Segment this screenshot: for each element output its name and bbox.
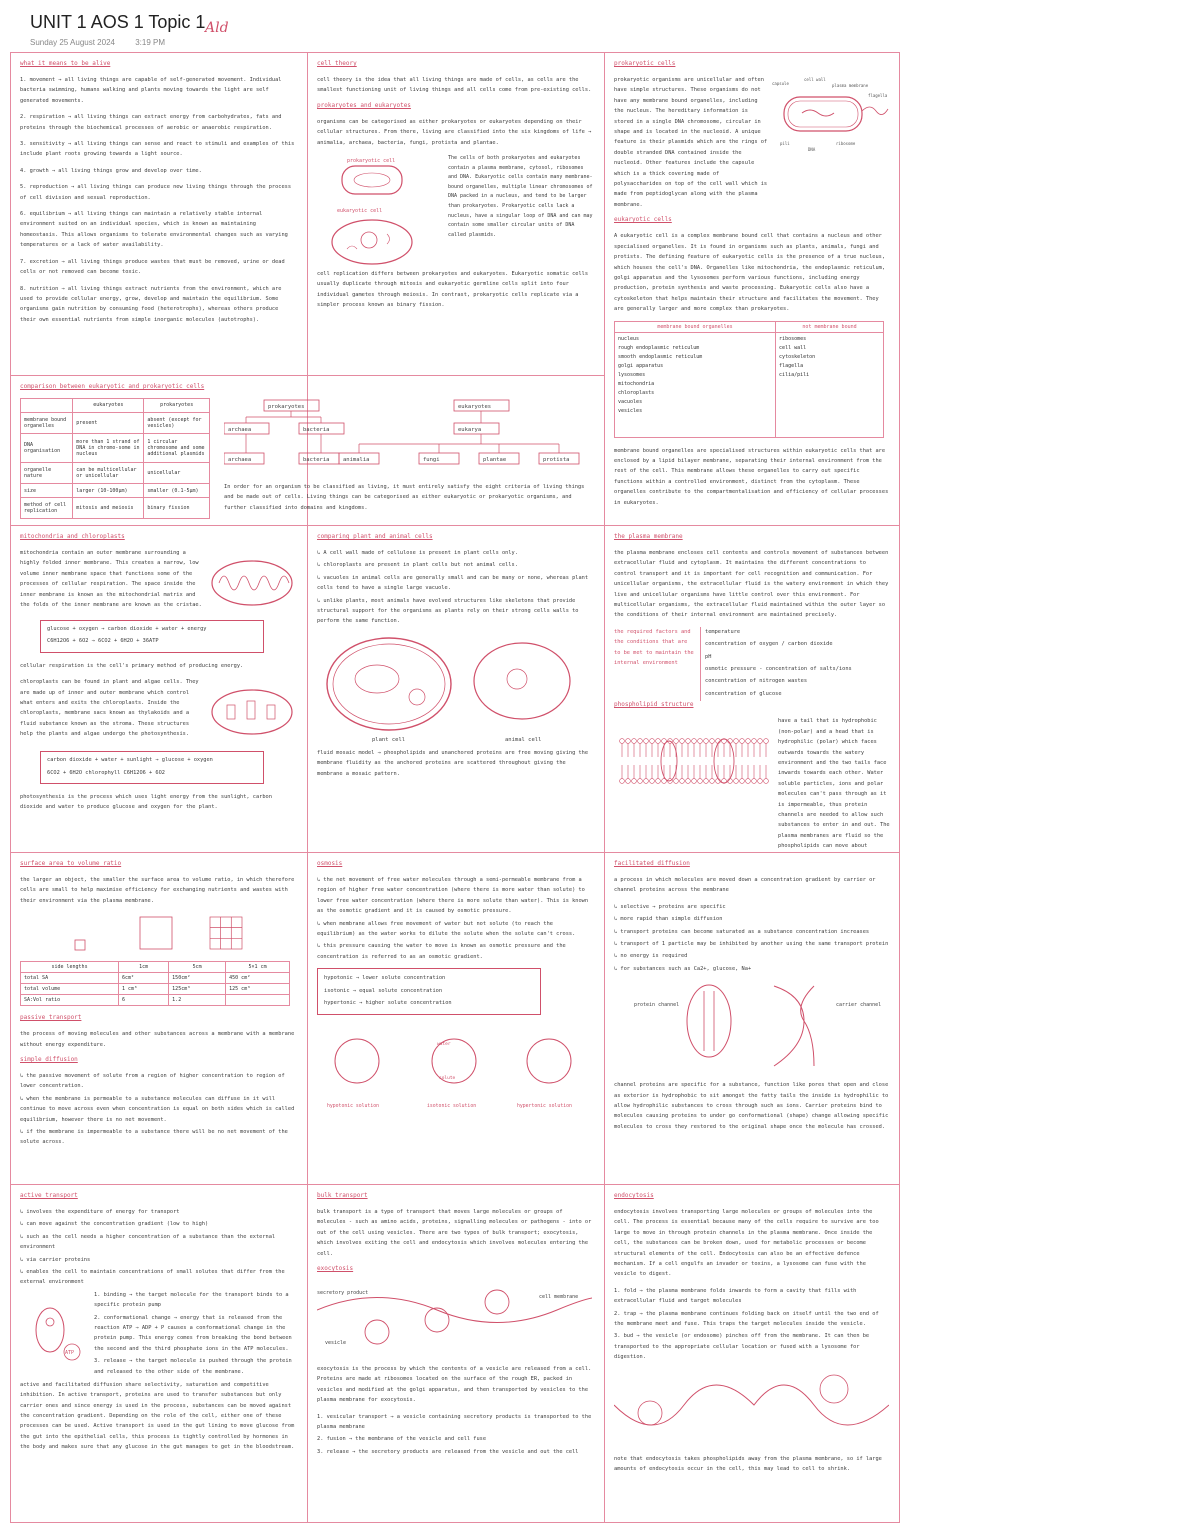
photosynthesis-word-equation: carbon dioxide + water + sunlight → glucose + oxygen (47, 757, 213, 764)
active-steps (94, 1290, 297, 1380)
tonicity-def: lower solute concentration (362, 975, 446, 982)
table-row (21, 462, 210, 483)
section-plant-animal (307, 525, 604, 852)
table-cell: SA:Vol ratio (21, 995, 119, 1006)
cube-diagram (20, 912, 290, 957)
euk-label: eukaryotic cell (337, 208, 383, 215)
section-prokaryotic (604, 52, 900, 525)
organelle-item: cytoskeleton (779, 353, 816, 360)
list-item: ↳ via carrier proteins (20, 1256, 91, 1263)
tonicity-term: hypertonic (324, 1000, 356, 1007)
table-cell: binary fission (144, 497, 210, 518)
tonicity-term: hypotonic (324, 975, 353, 982)
organelle-item: flagella (779, 362, 804, 369)
col-membrane-bound: membrane bound organelles (615, 321, 776, 332)
list-item: 2. respiration → all living things can extract energy from carbohydrates, fats and proteins through the biochemical processes of aerobic or anaerobic respiration. (20, 114, 282, 131)
factors-note: the required factors and the conditions that are to be met to maintain the internal environment (614, 628, 694, 667)
list-item: ↳ for substances such as Ca2+, glucose, Na+ (614, 965, 752, 972)
section-subtitle: eukaryotic cells (614, 216, 672, 224)
leaf-0-label: archaea (228, 457, 252, 463)
section-cell-theory (307, 52, 604, 375)
exocytosis-diagram (317, 1280, 592, 1360)
list-item: ↳ the passive movement of solute from a region of higher concentration to region of lower concentration. (20, 1073, 285, 1090)
section-facilitated-diffusion (604, 852, 900, 1184)
table-cell: smaller (0.1-5µm) (144, 484, 210, 498)
table-row (21, 497, 210, 518)
leaf-4-label: plantae (483, 457, 507, 463)
list-item: 2. conformational change → energy that is released from the reaction ATP → ADP + P causes a conformational change in the protein pump. This energy comes from breaking the bond between the second and the third phosphate ions in the ATP molecules. (94, 1314, 292, 1352)
section-title: bulk transport (317, 1192, 368, 1199)
list-item: ↳ no energy is required (614, 953, 688, 960)
section-osmosis (307, 852, 604, 1184)
mito-text: mitochondria contain an outer membrane surrounding a highly folded inner membrane. This creates a narrow, low volume inner membrane space that functions some of the processes of cellular respiration. The space inside the inner membrane is known as the mitochondrial matrix and the folds of the inner membrane are known as the cristae. (20, 550, 202, 609)
table-header: side lengths (21, 962, 119, 973)
chloroplast-text: chloroplasts can be found in plant and algae cells. They are made up of inner and outer membrane which control what enters and exits the chloroplasts. Inside the chloroplasts, membrane sacs known as thylakoids and a fluid substance known as the stroma. These structures help the plants and algae undergo the photosynthesis. (20, 679, 199, 738)
factors-list (700, 627, 890, 701)
table-cell: more than 1 strand of DNA in chromo-some in nucleus (73, 434, 144, 463)
list-item: ↳ this pressure causing the water to move is known as osmotic pressure and the concentration is referred to as an osmotic gradient. (317, 943, 566, 960)
section-title: prokaryotic cells (614, 60, 676, 67)
list-item: ↳ when the membrane is permeable to a substance molecules can diffuse in it will continue to move across even when concentration is equal on both sides which is called equilibrium, however there is no net movement. (20, 1095, 295, 1123)
table-cell: mitosis and meiosis (73, 497, 144, 518)
respiration-text: cellular respiration is the cell's primary method of producing energy. (20, 662, 244, 669)
organelle-item: ribosomes (779, 335, 807, 342)
organelle-item: cilia/pili (779, 371, 810, 378)
page-meta (30, 38, 183, 47)
organelle-item: vacuoles (618, 398, 643, 405)
signature: Ald (205, 20, 229, 36)
list-item: ↳ transport proteins can become saturated as a substance concentration increases (614, 928, 870, 935)
facilitated-list (614, 902, 890, 974)
list-item: osmotic pressure - concentration of salts/ions (705, 666, 852, 673)
list-item: ↳ transport of 1 particle may be inhibited by another using the same transport protein (614, 941, 889, 948)
organelle-item: golgi apparatus (618, 362, 664, 369)
table-cell: larger (10-100µm) (73, 484, 144, 498)
list-item: ↳ A cell wall made of cellulose is present in plant cells only. (317, 550, 518, 556)
list-item: 3. bud → the vesicle (or endosome) pinches off from the membrane. It can then be transported to the appropriate cellular location or fused with a lysosome for digestion. (614, 1333, 870, 1361)
hypertonic-label: hypertonic solution (517, 1104, 572, 1110)
mitochondria-diagram (207, 548, 297, 618)
protein-channel-label: protein channel (634, 1002, 680, 1009)
endocytosis-steps (614, 1286, 890, 1363)
list-item: 7. excretion → all living things produce wastes that must be removed, urine or dead cells or not removed can become toxic. (20, 258, 285, 276)
membrane-bound-list (615, 332, 776, 437)
water-label: water (437, 1042, 451, 1048)
section-mito-chloro (10, 525, 307, 852)
list-item: 3. release → the target molecule is pushed through the protein and released to the other side of the membrane. (94, 1358, 292, 1375)
organelle-text: membrane bound organelles are specialised structures within eukaryotic cells that are enclosed by a lipid bilayer membrane, separating their internal environment from the rest of the cell. This membrane allows these organelles to carry out specific functions within a controlled environment, distinct from the cytoplasm. These organelles contribute to the compartmentalisation and efficiency of cellular processes in eukaryotes. (614, 447, 889, 506)
plant-animal-list (317, 548, 594, 627)
table-cell: 6cm² (119, 973, 169, 984)
table-cell: 125cm³ (169, 984, 226, 995)
tonicity-row (324, 973, 534, 983)
sa-table (20, 961, 290, 1006)
classification-note: In order for an organism to be classified as living, it must entirely satisfy the eight criteria of living things and be made out of cells. Living things can be categorised as either eukaryotic or prokaryotic organisms, and further classified into domains and kingdoms. (224, 484, 585, 511)
table-cell: unicellular (144, 462, 210, 483)
list-item: concentration of nitrogen wastes (705, 678, 808, 685)
section-sa-volume (10, 852, 307, 1184)
animal-cell-label: animal cell (505, 736, 542, 743)
organelle-item: nucleus (618, 335, 640, 342)
table-header (21, 399, 73, 413)
list-item: ↳ more rapid than simple diffusion (614, 916, 723, 923)
arrow-icon: → (349, 987, 360, 994)
plant-cell-label: plant cell (372, 736, 406, 743)
tonicity-def: higher solute concentration (365, 1000, 452, 1007)
organelle-item: lysosomes (618, 371, 646, 378)
section-subtitle: phospholipid structure (614, 701, 694, 709)
tonicity-row (324, 986, 534, 996)
alive-list (20, 75, 297, 325)
tonicity-term: isotonic (324, 987, 350, 994)
respiration-word-equation: glucose + oxygen → carbon dioxide + water + energy (47, 626, 207, 632)
section-alive (10, 52, 307, 375)
list-item: ↳ such as the cell needs a higher concentration of a substance than the external environment (20, 1233, 276, 1251)
hypotonic-label: hypotonic solution (327, 1104, 379, 1110)
arrow-icon: → (352, 975, 363, 982)
diag-label-wall: cell wall (804, 77, 826, 82)
membrane-text: the plasma membrane encloses cell contents and controls movement of substances between extracellular fluid and cytoplasm. It maintains the different concentrations to control transport and it is important for cell recognition and communication. For unicellular organisms, the extracellular fluid is the watery environment in which they live and unicellular organisms have little control over this environment. For multicellular organisms, the extracellular fluid maintained within the outer layer so the conditions of their internal environment are maintained precisely. (614, 550, 889, 619)
section-subtitle: simple diffusion (20, 1056, 78, 1064)
prok-label: prokaryotic cell (347, 158, 396, 165)
endocytosis-note: note that endocytosis takes phospholipids away from the plasma membrane, so if large amounts of endocytosis occur in the cell, this may lead to cell to shrink. (614, 1455, 882, 1473)
diffusion-list (20, 1071, 297, 1148)
bacteria-label: bacteria (303, 427, 330, 433)
list-item: 5. reproduction → all living things can produce new living things through the process of cell division and sexual reproduction. (20, 184, 292, 201)
cell-theory-text: cell theory is the idea that all living things are made of cells, as cells are the smallest functioning unit of living things and all cells come from pre-existing cells. (317, 77, 592, 94)
section-title: endocytosis (614, 1192, 654, 1199)
table-row (21, 484, 210, 498)
channel-carrier-diagram (614, 976, 889, 1076)
table-header: eukaryotes (73, 399, 144, 413)
table-header: 5×1 cm (226, 962, 290, 973)
prokaryote-diagram (772, 75, 890, 155)
section-bulk-transport (307, 1184, 604, 1522)
active-text: active and facilitated diffusion share selectivity, saturation and competitive inhibition. In active transport, proteins are used to transfer substances but only carrier ones and since energy is used in the process, substances can be moved against the concentration gradient. Depending on the role of the cell, either one of these processes can be used. Active transport is used in the gut lining to move glucose from the gut into the epithelial cells, this process is tightly controlled by hormones in the body and makes sure that any glucose in the gut manages to get in the bloodstream. (20, 1381, 295, 1451)
archaea-label: archaea (228, 427, 252, 433)
leaf-5-label: protista (543, 457, 570, 463)
channel-text: channel proteins are specific for a substance, function like pores that open and close as exterior is hydrophobic to sit amongst the fatty tails the inside is hydrophilic to allow hydrophilic substances to cross through such as ions. Carrier proteins bind to molecules causing proteins to under go conformational (shape) change allowing specific molecules to cross they restored to the original shape once the molecule has crossed. (614, 1082, 889, 1130)
list-item: temperature (705, 628, 741, 635)
organelle-item: vesicles (618, 407, 643, 414)
table-cell: total SA (21, 973, 119, 984)
diag-label-pili: pili (780, 141, 790, 146)
isotonic-label: isotonic solution (427, 1104, 477, 1110)
fluid-mosaic-text: fluid mosaic model → phospholipids and unanchored proteins are free moving giving the membrane fluidity as the anchored proteins are scattered throughout giving the membrane a mosaic pattern. (317, 749, 589, 777)
leaf-1-label: bacteria (303, 457, 330, 463)
bulk-text: bulk transport is a type of transport that moves large molecules or groups of molecules - such as amino acids, proteins, signalling molecules or pathogens - into or out of the cell using vesicles. There are two types of bulk transport; exocytosis, which involves exiting the cell and endocytosis which involves molecules entering the cell. (317, 1209, 592, 1257)
table-cell: 150cm² (169, 973, 226, 984)
list-item: ↳ when membrane allows free movement of water but not solute (to reach the equilibrium) as the water works to dilute the solute when the solute can't cross. (317, 920, 576, 938)
solute-label: solute (439, 1076, 456, 1082)
cell-diagrams (317, 154, 442, 269)
organelle-item: mitochondria (618, 380, 655, 387)
table-cell: present (73, 412, 144, 433)
diag-label-flagella: flagella (868, 93, 888, 98)
protein-pump-diagram (20, 1290, 90, 1380)
table-cell: 450 cm² (226, 973, 290, 984)
notes-grid (10, 52, 900, 1523)
list-item: ↳ enables the cell to maintain concentrations of small solutes that differ from the external environment (20, 1269, 285, 1286)
carrier-channel-label: carrier channel (836, 1002, 882, 1009)
section-title: what it means to be alive (20, 60, 111, 67)
list-item: 6. equilibrium → all living things can maintain a relatively stable internal environment suited on an individual species, which is known as maintaining homeostasis. This allows organisms to tolerate environmental changes such as varying temperatures or a lack of water availability. (20, 211, 288, 249)
photosynthesis-text: photosynthesis is the process which uses light energy from the sunlight, carbon dioxide and water to produce glucose and oxygen for the plant. (20, 794, 272, 811)
table-cell (226, 995, 290, 1006)
list-item: 2. fusion → the membrane of the vesicle and cell fuse (317, 1436, 487, 1443)
endocytosis-text: endocytosis involves transporting large molecules or groups of molecules into the cell. The process is essential because many of the cells require to survive are too large to move in through protein channels in the plasma membrane. Once inside the cell, the substances can be broken down, used for metabolic processes or become structural elements of the cell. Endocytosis can also be an effective defence mechanism. If a cell engulfs an invader or toxins, a lysosome can fuse with the vesicle to digest. (614, 1209, 879, 1278)
page-time: 3:19 PM (135, 38, 165, 47)
table-cell: organelle nature (21, 462, 73, 483)
leaf-3-label: fungi (423, 457, 440, 463)
vesicle-label: vesicle (325, 1340, 347, 1347)
plant-animal-diagram (317, 629, 592, 744)
prokaryote-shape (342, 166, 402, 194)
passive-text: the process of moving molecules and other substances across a membrane with a membrane without energy expenditure. (20, 1031, 295, 1048)
table-cell: absent (except for vesicles) (144, 412, 210, 433)
photosynthesis-symbol-equation: 6CO2 + 6H2O chlorophyll C6H12O6 + 6O2 (47, 769, 165, 776)
table-row (21, 434, 210, 463)
table-cell: method of cell replication (21, 497, 73, 518)
exocytosis-steps (317, 1412, 594, 1458)
table-header: 5cm (169, 962, 226, 973)
section-subtitle: exocytosis (317, 1265, 354, 1273)
table-row (21, 412, 210, 433)
diag-label-ribosome: ribosome (836, 141, 856, 146)
secretory-label: secretory product (317, 1290, 369, 1297)
osmosis-list (317, 875, 594, 962)
section-subtitle: prokaryotes and eukaryotes (317, 101, 411, 109)
section-endocytosis (604, 1184, 900, 1522)
section-title: active transport (20, 1192, 78, 1199)
diag-label-membrane: plasma membrane (832, 83, 869, 88)
phospholipid-bilayer-diagram (614, 716, 774, 806)
prok-text: prokaryotic organisms are unicellular and often have simple structures. These organisms do not have any membrane bound organelles, including the nucleus. The hereditary information is stored in a single DNA chromosome, circular in shape and is located in the nucleoid. A unique feature is their plasmids which are the rings of double stranded DNA contained inside the nucleoid. Other features include the capsule which is a thick covering made of polysaccharides on top of the cell wall which is made from peptidoglycan along with the plasma membrane. (614, 77, 768, 208)
prokaryotes-label: prokaryotes (268, 404, 305, 410)
section-plasma-membrane (604, 525, 900, 852)
eukaryotes-label: eukaryotes (458, 404, 492, 410)
pro-eu-text: organisms can be categorised as either prokaryotes or eukaryotes depending on their cellular structures. From there, living are classified into the six kingdoms of life → animalia, archaea, bacteria, fungi, protista and plantae. (317, 118, 592, 146)
list-item: ↳ the net movement of free water molecules through a semi-permeable membrane from a region of higher free water concentration (where there is more water than solute) to lower free water concentration (where there is more solute than water). This is known as the osmotic gradient and it is caused by osmotic pressure. (317, 877, 589, 915)
table-cell: 1 cm³ (119, 984, 169, 995)
chloroplast-diagram (207, 677, 297, 747)
list-item: 8. nutrition → all living things extract nutrients from the environment, which are used to provide cellular energy, grow, develop and maintain the equilibrium. Some organisms gain nutrition by consuming food (heterotrophs), whereas others produce their own essential nutrients from simple inorganic molecules (autotrophs). (20, 285, 282, 323)
section-subtitle: passive transport (20, 1014, 82, 1022)
list-item: 3. sensitivity → all living things can sense and react to stimuli and examples of this include plant roots growing towards a light source. (20, 141, 295, 158)
list-item: ↳ chloroplasts are present in plant cells but not animal cells. (317, 562, 518, 569)
atp-label: ATP (65, 1349, 75, 1356)
tonicity-box (317, 968, 541, 1015)
tonicity-row (324, 998, 534, 1008)
organelle-item: chloroplasts (618, 389, 655, 396)
list-item: 4. growth → all living things grow and develop over time. (20, 167, 202, 174)
list-item: ↳ if the membrane is impermeable to a substance there will be no net movement of the solute across. (20, 1129, 288, 1146)
list-item: 1. vesicular transport → a vesicle containing secretory products is transported to the plasma membrane (317, 1413, 592, 1431)
eukarya-label: eukarya (458, 427, 482, 433)
not-membrane-bound-list (776, 332, 884, 437)
diag-label-dna: DNA (808, 147, 816, 152)
taxonomy-tree (224, 398, 584, 478)
list-item: 1. movement → all living things are capable of self-generated movement. Individual bacteria swimming, humans walking and plants moving towards the light are self generated movements. (20, 77, 282, 104)
arrow-icon: → (355, 1000, 366, 1007)
list-item: concentration of oxygen / carbon dioxide (705, 641, 833, 648)
section-title: surface area to volume ratio (20, 860, 122, 867)
table-cell: DNA organisation (21, 434, 73, 463)
sa-text: the larger an object, the smaller the surface area to volume ratio, in which therefore cells are small to help maximise efficiency for exchanging nutrients and wastes with their environment via the plasma membrane. (20, 877, 295, 904)
section-title: comparing plant and animal cells (317, 533, 433, 540)
table-cell: membrane bound organelles (21, 412, 73, 433)
page-date: Sunday 25 August 2024 (30, 38, 115, 47)
list-item: ↳ selective → proteins are specific (614, 903, 726, 910)
section-comparison (10, 375, 604, 525)
list-item: ↳ unlike plants, most animals have evolved structures like skeletons that provide structural support for the organisms as plants rely on their strong cells walls to perform the same function. (317, 597, 579, 625)
table-row (21, 995, 290, 1006)
table-cell: 6 (119, 995, 169, 1006)
tonicity-diagram (317, 1023, 592, 1113)
section-active-transport (10, 1184, 307, 1522)
list-item: ↳ can move against the concentration gradient (low to high) (20, 1221, 209, 1228)
organelle-item: rough endoplasmic reticulum (618, 344, 700, 351)
active-list (20, 1207, 297, 1288)
list-item: 1. fold → the plasma membrane folds inwards to form a cavity that fills with extracellular fluid and target molecules (614, 1287, 857, 1305)
table-cell: 1 circular chromosome and some additional plasmids (144, 434, 210, 463)
eukaryote-shape (332, 220, 412, 264)
organelle-item: smooth endoplasmic reticulum (618, 353, 703, 360)
respiration-symbol-equation: C6H12O6 + 6O2 → 6CO2 + 6H2O + 36ATP (47, 638, 159, 645)
table-cell: can be multicellular or unicellular (73, 462, 144, 483)
phospholipid-text: have a tail that is hydrophobic (non-polar) and a head that is hydrophilic (polar) which faces outwards towards the watery environment and the two tails face inwards towards each other. Water soluble particles, ions and polar molecules can't pass through as it is impermeable, thus protein channels are needed to allow such substances to enter in and out. The plasma membranes are fluid so the phospholipids can move about (778, 718, 890, 850)
replication-text: cell replication differs between prokaryotes and eukaryotes. Eukaryotic somatic cells usually duplicate through mitosis and eukaryotic germline cells split into four individual gametes through meiosis. In contrast, prokaryotic cells replicate via a simpler process known as binary fission. (317, 271, 589, 309)
table-row (21, 984, 290, 995)
table-cell: 125 cm³ (226, 984, 290, 995)
section-title: osmosis (317, 860, 343, 867)
table-row (21, 973, 290, 984)
organelle-table (614, 321, 884, 438)
table-header: 1cm (119, 962, 169, 973)
exocytosis-text: exocytosis is the process by which the contents of a vesicle are released from a cell. Proteins are made at ribosomes located on the surface of the rough ER, packed in vesicles and modified at the golgi apparatus, and then transported by vesicles to the plasma membrane for exocytosis. (317, 1366, 592, 1404)
section-title: facilitated diffusion (614, 860, 690, 867)
table-header: prokaryotes (144, 399, 210, 413)
list-item: pH (705, 653, 712, 660)
euk-text: A eukaryotic cell is a complex membrane bound cell that contains a nucleus and other specialised organelles. It is found in organisms such as plants, animals, fungi and protists. The defining feature of eukaryotic cells is the presence of a true nucleus, which houses the cell's DNA. Organelles like mitochondria, the endoplasmic reticulum, golgi apparatus and the lysosomes perform various functions, including energy production, protein synthesis and waste processing. Eukaryotic cells also have a cytoskeleton that helps maintain their structure and facilitates the movement. They are generally larger and more complex than prokaryotes. (614, 233, 886, 313)
list-item: 1. binding → the target molecule for the transport binds to a specific protein pump (94, 1291, 289, 1309)
cell-membrane-label: cell membrane (539, 1294, 579, 1301)
list-item: concentration of glucose (705, 690, 782, 697)
list-item: ↳ involves the expenditure of energy for transport (20, 1209, 180, 1215)
table-cell: size (21, 484, 73, 498)
list-item: ↳ vacuoles in animal cells are generally small and can be many or none, whereas plant cells tend to have a single large vacuole. (317, 574, 589, 592)
diag-label-capsule: capsule (772, 81, 789, 86)
section-title: cell theory (317, 60, 357, 67)
col-not-membrane-bound: not membrane bound (776, 321, 884, 332)
section-title: the plasma membrane (614, 533, 683, 540)
tonicity-def: equal solute concentration (359, 987, 443, 994)
section-title: comparison between eukaryotic and prokaryotic cells (20, 383, 205, 390)
section-title: mitochondria and chloroplasts (20, 533, 125, 540)
table-cell: total volume (21, 984, 119, 995)
list-item: 2. trap → the plasma membrane continues folding back on itself until the two end of the membrane meet and fuse. This traps the target molecules inside the vesicle. (614, 1310, 879, 1328)
endocytosis-diagram (614, 1365, 889, 1450)
cell-side-text: The cells of both prokaryotes and eukaryotes contain a plasma membrane, cytosol, ribosomes and DNA. Eukaryotic cells contain many membrane-bound organelles, multiple linear chromosomes of DNA packed in a nucleus, and tend to be larger than prokaryotes. Prokaryotic cells lack a nucleus, have a singular loop of DNA and can may contain some smaller circular units of DNA called plasmids. (448, 155, 593, 238)
comparison-table (20, 398, 210, 519)
leaf-2-label: animalia (343, 457, 370, 463)
facilitated-text: a process in which molecules are moved down a concentration gradient by carrier or channel proteins across the membrane (614, 877, 876, 894)
organelle-item: cell wall (779, 344, 807, 351)
list-item: 3. release → the secretory products are released from the vesicle and out the cell (317, 1448, 579, 1455)
table-cell: 1.2 (169, 995, 226, 1006)
page-title: UNIT 1 AOS 1 Topic 1 (30, 12, 206, 32)
